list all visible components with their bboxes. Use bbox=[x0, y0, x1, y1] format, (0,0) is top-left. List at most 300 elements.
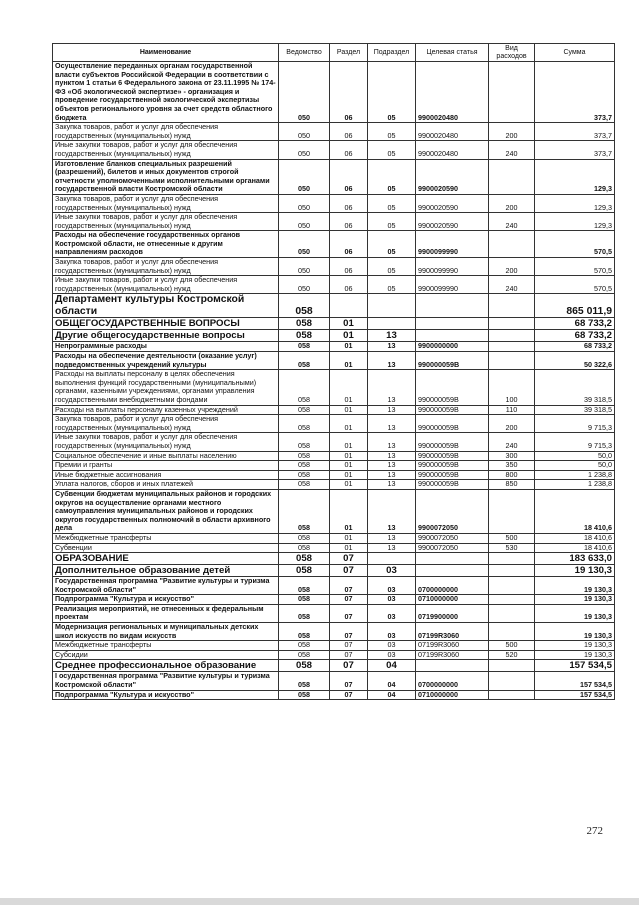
row-podrazdel: 13 bbox=[368, 480, 416, 490]
row-razdel: 01 bbox=[330, 342, 368, 352]
row-summa: 570,5 bbox=[535, 276, 615, 294]
table-row bbox=[53, 604, 615, 622]
row-name: Подпрограмма "Культура и искусство" bbox=[53, 690, 279, 700]
row-podrazdel: 13 bbox=[368, 489, 416, 533]
row-summa: 157 534,5 bbox=[535, 690, 615, 700]
row-vedomstvo: 058 bbox=[279, 330, 330, 342]
row-celevaya-statya: 990000059В bbox=[416, 470, 489, 480]
table-row bbox=[53, 342, 615, 352]
row-summa: 129,3 bbox=[535, 194, 615, 212]
row-name: Изготовление бланков специальных разрешений (разрешений), билетов и иных документов строгой отчетности уполномоченными исполнительными органами государственной власти Костромской области bbox=[53, 159, 279, 194]
table-row bbox=[53, 489, 615, 533]
row-vid-raskhodov bbox=[489, 595, 535, 605]
row-podrazdel: 05 bbox=[368, 231, 416, 258]
row-name: Межбюджетные трансферты bbox=[53, 641, 279, 651]
row-vedomstvo: 058 bbox=[279, 352, 330, 370]
row-summa: 19 130,3 bbox=[535, 650, 615, 660]
scan-edge bbox=[0, 898, 639, 905]
row-razdel: 01 bbox=[330, 480, 368, 490]
row-podrazdel: 04 bbox=[368, 672, 416, 690]
row-summa: 1 238,8 bbox=[535, 470, 615, 480]
row-name: Государственная программа "Развитие культуры и туризма Костромской области" bbox=[53, 577, 279, 595]
row-podrazdel: 04 bbox=[368, 660, 416, 672]
table-row bbox=[53, 461, 615, 471]
row-celevaya-statya: 9900020480 bbox=[416, 62, 489, 123]
row-podrazdel: 05 bbox=[368, 123, 416, 141]
row-celevaya-statya: 990000059В bbox=[416, 451, 489, 461]
row-vedomstvo: 058 bbox=[279, 318, 330, 330]
row-vid-raskhodov: 500 bbox=[489, 641, 535, 651]
row-podrazdel: 13 bbox=[368, 330, 416, 342]
row-razdel: 01 bbox=[330, 470, 368, 480]
row-vid-raskhodov: 530 bbox=[489, 543, 535, 553]
row-celevaya-statya: 9900020590 bbox=[416, 213, 489, 231]
table-row bbox=[53, 641, 615, 651]
row-razdel: 01 bbox=[330, 533, 368, 543]
row-razdel: 06 bbox=[330, 231, 368, 258]
row-celevaya-statya: 0700000000 bbox=[416, 577, 489, 595]
table-row bbox=[53, 577, 615, 595]
row-vid-raskhodov: 800 bbox=[489, 470, 535, 480]
row-vedomstvo: 050 bbox=[279, 194, 330, 212]
table-row bbox=[53, 352, 615, 370]
row-summa: 50 322,6 bbox=[535, 352, 615, 370]
row-name: Расходы на обеспечение государственных органов Костромской области, не отнесенные к другим направлениям расходов bbox=[53, 231, 279, 258]
row-celevaya-statya: 9900020480 bbox=[416, 141, 489, 159]
row-name: ОБЩЕГОСУДАРСТВЕННЫЕ ВОПРОСЫ bbox=[53, 318, 279, 330]
row-vedomstvo: 058 bbox=[279, 623, 330, 641]
row-vid-raskhodov: 850 bbox=[489, 480, 535, 490]
row-razdel: 06 bbox=[330, 123, 368, 141]
row-vedomstvo: 058 bbox=[279, 533, 330, 543]
row-podrazdel: 13 bbox=[368, 451, 416, 461]
row-summa: 18 410,6 bbox=[535, 543, 615, 553]
row-celevaya-statya bbox=[416, 565, 489, 577]
table-row bbox=[53, 294, 615, 318]
header-name: Наименование bbox=[53, 44, 279, 62]
row-celevaya-statya: 0719900000 bbox=[416, 604, 489, 622]
row-vedomstvo: 058 bbox=[279, 461, 330, 471]
row-podrazdel: 05 bbox=[368, 159, 416, 194]
row-vedomstvo: 050 bbox=[279, 141, 330, 159]
table-row bbox=[53, 451, 615, 461]
row-razdel: 01 bbox=[330, 405, 368, 415]
row-summa: 129,3 bbox=[535, 159, 615, 194]
row-vid-raskhodov: 240 bbox=[489, 433, 535, 451]
row-celevaya-statya: 0710000000 bbox=[416, 595, 489, 605]
row-vedomstvo: 058 bbox=[279, 650, 330, 660]
row-podrazdel: 05 bbox=[368, 276, 416, 294]
row-vid-raskhodov bbox=[489, 231, 535, 258]
row-name: Среднее профессиональное образование bbox=[53, 660, 279, 672]
row-podrazdel: 05 bbox=[368, 258, 416, 276]
row-celevaya-statya: 07199R3060 bbox=[416, 650, 489, 660]
row-razdel: 07 bbox=[330, 623, 368, 641]
row-vid-raskhodov bbox=[489, 330, 535, 342]
row-summa: 373,7 bbox=[535, 141, 615, 159]
row-vid-raskhodov: 200 bbox=[489, 258, 535, 276]
row-name: Иные закупки товаров, работ и услуг для обеспечения государственных (муниципальных) нужд bbox=[53, 276, 279, 294]
table-row bbox=[53, 470, 615, 480]
table-row bbox=[53, 141, 615, 159]
row-summa: 19 130,3 bbox=[535, 565, 615, 577]
row-vedomstvo: 058 bbox=[279, 660, 330, 672]
row-vedomstvo: 058 bbox=[279, 577, 330, 595]
row-celevaya-statya: 990000059В bbox=[416, 433, 489, 451]
table-row bbox=[53, 533, 615, 543]
row-vedomstvo: 058 bbox=[279, 470, 330, 480]
row-vedomstvo: 058 bbox=[279, 553, 330, 565]
row-celevaya-statya: 0700000000 bbox=[416, 672, 489, 690]
table-row bbox=[53, 405, 615, 415]
table-header-row bbox=[53, 44, 615, 62]
row-razdel: 07 bbox=[330, 650, 368, 660]
row-razdel: 06 bbox=[330, 213, 368, 231]
row-razdel: 01 bbox=[330, 451, 368, 461]
row-vedomstvo: 050 bbox=[279, 258, 330, 276]
row-summa: 19 130,3 bbox=[535, 577, 615, 595]
row-celevaya-statya: 9900099990 bbox=[416, 231, 489, 258]
row-name: Субсидии bbox=[53, 650, 279, 660]
row-razdel: 06 bbox=[330, 62, 368, 123]
row-razdel: 01 bbox=[330, 489, 368, 533]
row-razdel: 01 bbox=[330, 330, 368, 342]
row-name: Закупка товаров, работ и услуг для обеспечения государственных (муниципальных) нужд bbox=[53, 123, 279, 141]
row-summa: 68 733,2 bbox=[535, 318, 615, 330]
table-row bbox=[53, 623, 615, 641]
row-razdel: 06 bbox=[330, 194, 368, 212]
row-razdel: 07 bbox=[330, 595, 368, 605]
row-celevaya-statya bbox=[416, 553, 489, 565]
row-name: Модернизация региональных и муниципальных детских школ искусств по видам искусств bbox=[53, 623, 279, 641]
row-name: Осуществление переданных органам государственной власти субъектов Российской Федерации в соответствии с пунктом 1 статьи 6 Федерального закона от 23.11.1995 № 174-ФЗ «Об экологической экспертизе» - организация и проведение государственной экологической экспертизы объектов регионального уровня за счет средств областного бюджета bbox=[53, 62, 279, 123]
row-razdel: 01 bbox=[330, 318, 368, 330]
row-name: Иные закупки товаров, работ и услуг для обеспечения государственных (муниципальных) нужд bbox=[53, 213, 279, 231]
row-vedomstvo: 058 bbox=[279, 543, 330, 553]
row-celevaya-statya bbox=[416, 330, 489, 342]
row-summa: 9 715,3 bbox=[535, 415, 615, 433]
row-name: Закупка товаров, работ и услуг для обеспечения государственных (муниципальных) нужд bbox=[53, 194, 279, 212]
row-vid-raskhodov bbox=[489, 489, 535, 533]
table-row bbox=[53, 553, 615, 565]
row-summa: 9 715,3 bbox=[535, 433, 615, 451]
row-vedomstvo: 058 bbox=[279, 405, 330, 415]
row-razdel: 06 bbox=[330, 141, 368, 159]
row-name: Подпрограмма "Культура и искусство" bbox=[53, 595, 279, 605]
row-summa: 19 130,3 bbox=[535, 595, 615, 605]
row-vid-raskhodov bbox=[489, 623, 535, 641]
row-podrazdel: 13 bbox=[368, 405, 416, 415]
row-celevaya-statya: 990000059В bbox=[416, 370, 489, 405]
row-celevaya-statya: 07199R3060 bbox=[416, 641, 489, 651]
row-name: Иные закупки товаров, работ и услуг для обеспечения государственных (муниципальных) нужд bbox=[53, 433, 279, 451]
row-vid-raskhodov: 520 bbox=[489, 650, 535, 660]
row-summa: 68 733,2 bbox=[535, 342, 615, 352]
table-row bbox=[53, 318, 615, 330]
row-vedomstvo: 050 bbox=[279, 231, 330, 258]
table-row bbox=[53, 415, 615, 433]
row-podrazdel: 03 bbox=[368, 577, 416, 595]
row-vedomstvo: 058 bbox=[279, 565, 330, 577]
row-razdel: 01 bbox=[330, 415, 368, 433]
row-summa: 18 410,6 bbox=[535, 533, 615, 543]
table-row bbox=[53, 159, 615, 194]
row-celevaya-statya: 990000059В bbox=[416, 480, 489, 490]
row-celevaya-statya: 9900072050 bbox=[416, 543, 489, 553]
row-podrazdel: 13 bbox=[368, 461, 416, 471]
row-name: Иные закупки товаров, работ и услуг для обеспечения государственных (муниципальных) нужд bbox=[53, 141, 279, 159]
header-vedomstvo: Ведомство bbox=[279, 44, 330, 62]
row-vid-raskhodov bbox=[489, 294, 535, 318]
row-podrazdel: 03 bbox=[368, 650, 416, 660]
row-celevaya-statya: 9900020590 bbox=[416, 159, 489, 194]
row-celevaya-statya: 990000059В bbox=[416, 352, 489, 370]
row-razdel: 07 bbox=[330, 672, 368, 690]
row-name: I осударственная программа "Развитие культуры и туризма Костромской области" bbox=[53, 672, 279, 690]
row-name: Межбюджетные трансферты bbox=[53, 533, 279, 543]
row-summa: 1 238,8 bbox=[535, 480, 615, 490]
row-vedomstvo: 058 bbox=[279, 415, 330, 433]
table-row bbox=[53, 213, 615, 231]
row-podrazdel: 13 bbox=[368, 543, 416, 553]
header-celevaya-statya: Целевая статья bbox=[416, 44, 489, 62]
row-podrazdel: 13 bbox=[368, 533, 416, 543]
row-razdel: 07 bbox=[330, 690, 368, 700]
row-vid-raskhodov: 200 bbox=[489, 415, 535, 433]
row-podrazdel: 05 bbox=[368, 194, 416, 212]
row-celevaya-statya bbox=[416, 660, 489, 672]
row-summa: 50,0 bbox=[535, 461, 615, 471]
row-celevaya-statya: 9900099990 bbox=[416, 258, 489, 276]
row-summa: 183 633,0 bbox=[535, 553, 615, 565]
row-vedomstvo: 058 bbox=[279, 433, 330, 451]
row-razdel: 07 bbox=[330, 553, 368, 565]
header-summa: Сумма bbox=[535, 44, 615, 62]
row-podrazdel: 03 bbox=[368, 604, 416, 622]
row-vedomstvo: 050 bbox=[279, 159, 330, 194]
table-row bbox=[53, 565, 615, 577]
row-vedomstvo: 058 bbox=[279, 451, 330, 461]
row-vedomstvo: 050 bbox=[279, 62, 330, 123]
table-row bbox=[53, 433, 615, 451]
row-vid-raskhodov: 300 bbox=[489, 451, 535, 461]
row-celevaya-statya: 990000059В bbox=[416, 405, 489, 415]
table-row bbox=[53, 330, 615, 342]
table-row bbox=[53, 672, 615, 690]
row-vid-raskhodov: 240 bbox=[489, 276, 535, 294]
row-podrazdel: 03 bbox=[368, 595, 416, 605]
table-row bbox=[53, 123, 615, 141]
row-summa: 19 130,3 bbox=[535, 623, 615, 641]
row-podrazdel: 13 bbox=[368, 470, 416, 480]
row-summa: 39 318,5 bbox=[535, 405, 615, 415]
row-podrazdel: 13 bbox=[368, 370, 416, 405]
row-summa: 570,5 bbox=[535, 231, 615, 258]
table-row bbox=[53, 370, 615, 405]
row-celevaya-statya bbox=[416, 294, 489, 318]
row-name: Уплата налогов, сборов и иных платежей bbox=[53, 480, 279, 490]
row-vid-raskhodov bbox=[489, 577, 535, 595]
row-name: Субвенции бюджетам муниципальных районов и городских округов на осуществление органами местного самоуправления муниципальных районов и городских округов государственных полномочий в области архивного дела bbox=[53, 489, 279, 533]
row-summa: 157 534,5 bbox=[535, 672, 615, 690]
table-row bbox=[53, 595, 615, 605]
row-razdel bbox=[330, 294, 368, 318]
row-name: Расходы на выплаты персоналу в целях обеспечения выполнения функций государственными (муниципальными) органами, казенными учреждениями, органами управления государственными внебюджетными фондами bbox=[53, 370, 279, 405]
row-vid-raskhodov bbox=[489, 342, 535, 352]
row-celevaya-statya: 9900020480 bbox=[416, 123, 489, 141]
row-summa: 373,7 bbox=[535, 62, 615, 123]
row-vedomstvo: 058 bbox=[279, 641, 330, 651]
row-vid-raskhodov: 240 bbox=[489, 141, 535, 159]
row-vid-raskhodov bbox=[489, 553, 535, 565]
row-vid-raskhodov: 350 bbox=[489, 461, 535, 471]
table-row bbox=[53, 650, 615, 660]
row-vedomstvo: 058 bbox=[279, 480, 330, 490]
row-vedomstvo: 050 bbox=[279, 123, 330, 141]
row-vid-raskhodov: 200 bbox=[489, 123, 535, 141]
row-razdel: 07 bbox=[330, 604, 368, 622]
row-razdel: 06 bbox=[330, 159, 368, 194]
row-razdel: 06 bbox=[330, 276, 368, 294]
row-razdel: 01 bbox=[330, 433, 368, 451]
row-summa: 50,0 bbox=[535, 451, 615, 461]
header-razdel: Раздел bbox=[330, 44, 368, 62]
row-vedomstvo: 058 bbox=[279, 489, 330, 533]
row-razdel: 06 bbox=[330, 258, 368, 276]
row-summa: 19 130,3 bbox=[535, 641, 615, 651]
row-celevaya-statya: 9900000000 bbox=[416, 342, 489, 352]
row-name: Премии и гранты bbox=[53, 461, 279, 471]
row-vedomstvo: 058 bbox=[279, 342, 330, 352]
row-name: Непрограммные расходы bbox=[53, 342, 279, 352]
header-vid-raskhodov: Вид расходов bbox=[489, 44, 535, 62]
row-vid-raskhodov bbox=[489, 604, 535, 622]
row-name: Реализация мероприятий, не отнесенных к федеральным проектам bbox=[53, 604, 279, 622]
row-vedomstvo: 058 bbox=[279, 595, 330, 605]
row-razdel: 07 bbox=[330, 565, 368, 577]
row-vid-raskhodov bbox=[489, 565, 535, 577]
row-name: Закупка товаров, работ и услуг для обеспечения государственных (муниципальных) нужд bbox=[53, 415, 279, 433]
table-row bbox=[53, 276, 615, 294]
row-vid-raskhodov bbox=[489, 660, 535, 672]
row-razdel: 07 bbox=[330, 641, 368, 651]
row-summa: 157 534,5 bbox=[535, 660, 615, 672]
row-vedomstvo: 050 bbox=[279, 213, 330, 231]
row-summa: 19 130,3 bbox=[535, 604, 615, 622]
row-vedomstvo: 058 bbox=[279, 370, 330, 405]
row-podrazdel: 05 bbox=[368, 62, 416, 123]
row-name: Иные бюджетные ассигнования bbox=[53, 470, 279, 480]
row-podrazdel: 13 bbox=[368, 342, 416, 352]
row-name: Субвенции bbox=[53, 543, 279, 553]
table-row bbox=[53, 258, 615, 276]
row-podrazdel: 13 bbox=[368, 352, 416, 370]
row-name: Закупка товаров, работ и услуг для обеспечения государственных (муниципальных) нужд bbox=[53, 258, 279, 276]
row-podrazdel: 05 bbox=[368, 213, 416, 231]
table-row bbox=[53, 543, 615, 553]
row-vid-raskhodov: 200 bbox=[489, 194, 535, 212]
page-number: 272 bbox=[586, 825, 603, 837]
row-summa: 373,7 bbox=[535, 123, 615, 141]
row-podrazdel: 13 bbox=[368, 433, 416, 451]
row-vid-raskhodov bbox=[489, 159, 535, 194]
row-razdel: 01 bbox=[330, 461, 368, 471]
row-podrazdel: 04 bbox=[368, 690, 416, 700]
row-vid-raskhodov bbox=[489, 672, 535, 690]
row-razdel: 01 bbox=[330, 543, 368, 553]
row-vedomstvo: 058 bbox=[279, 690, 330, 700]
row-summa: 865 011,9 bbox=[535, 294, 615, 318]
row-razdel: 01 bbox=[330, 370, 368, 405]
row-name: Расходы на выплаты персоналу казенных учреждений bbox=[53, 405, 279, 415]
row-summa: 129,3 bbox=[535, 213, 615, 231]
row-celevaya-statya: 9900020590 bbox=[416, 194, 489, 212]
row-podrazdel bbox=[368, 318, 416, 330]
row-name: Дополнительное образование детей bbox=[53, 565, 279, 577]
row-podrazdel: 03 bbox=[368, 623, 416, 641]
row-celevaya-statya bbox=[416, 318, 489, 330]
row-vid-raskhodov: 100 bbox=[489, 370, 535, 405]
row-vid-raskhodov bbox=[489, 690, 535, 700]
row-name: Департамент культуры Костромской области bbox=[53, 294, 279, 318]
row-summa: 18 410,6 bbox=[535, 489, 615, 533]
row-summa: 39 318,5 bbox=[535, 370, 615, 405]
row-name: Социальное обеспечение и иные выплаты населению bbox=[53, 451, 279, 461]
row-name: Другие общегосударственные вопросы bbox=[53, 330, 279, 342]
row-razdel: 01 bbox=[330, 352, 368, 370]
row-podrazdel: 03 bbox=[368, 641, 416, 651]
table-row bbox=[53, 194, 615, 212]
row-vedomstvo: 058 bbox=[279, 294, 330, 318]
table-row bbox=[53, 231, 615, 258]
row-vid-raskhodov: 110 bbox=[489, 405, 535, 415]
row-celevaya-statya: 990000059В bbox=[416, 461, 489, 471]
row-razdel: 07 bbox=[330, 577, 368, 595]
row-podrazdel: 13 bbox=[368, 415, 416, 433]
row-vedomstvo: 050 bbox=[279, 276, 330, 294]
header-podrazdel: Подраздел bbox=[368, 44, 416, 62]
table-row bbox=[53, 62, 615, 123]
row-summa: 68 733,2 bbox=[535, 330, 615, 342]
row-vid-raskhodov bbox=[489, 62, 535, 123]
row-celevaya-statya: 0710000000 bbox=[416, 690, 489, 700]
row-podrazdel bbox=[368, 294, 416, 318]
row-vid-raskhodov: 500 bbox=[489, 533, 535, 543]
table-body bbox=[53, 62, 615, 700]
row-vid-raskhodov bbox=[489, 352, 535, 370]
row-summa: 570,5 bbox=[535, 258, 615, 276]
row-podrazdel: 05 bbox=[368, 141, 416, 159]
budget-page bbox=[52, 43, 614, 700]
row-celevaya-statya: 990000059В bbox=[416, 415, 489, 433]
row-name: Расходы на обеспечение деятельности (оказание услуг) подведомственных учреждений культуры bbox=[53, 352, 279, 370]
table-row bbox=[53, 690, 615, 700]
row-celevaya-statya: 9900072050 bbox=[416, 533, 489, 543]
row-podrazdel: 03 bbox=[368, 565, 416, 577]
row-name: ОБРАЗОВАНИЕ bbox=[53, 553, 279, 565]
row-vedomstvo: 058 bbox=[279, 672, 330, 690]
row-vid-raskhodov bbox=[489, 318, 535, 330]
budget-table bbox=[52, 43, 615, 700]
row-podrazdel bbox=[368, 553, 416, 565]
row-vedomstvo: 058 bbox=[279, 604, 330, 622]
row-celevaya-statya: 9900099990 bbox=[416, 276, 489, 294]
table-row bbox=[53, 660, 615, 672]
table-row bbox=[53, 480, 615, 490]
row-vid-raskhodov: 240 bbox=[489, 213, 535, 231]
row-celevaya-statya: 07199R3060 bbox=[416, 623, 489, 641]
row-razdel: 07 bbox=[330, 660, 368, 672]
